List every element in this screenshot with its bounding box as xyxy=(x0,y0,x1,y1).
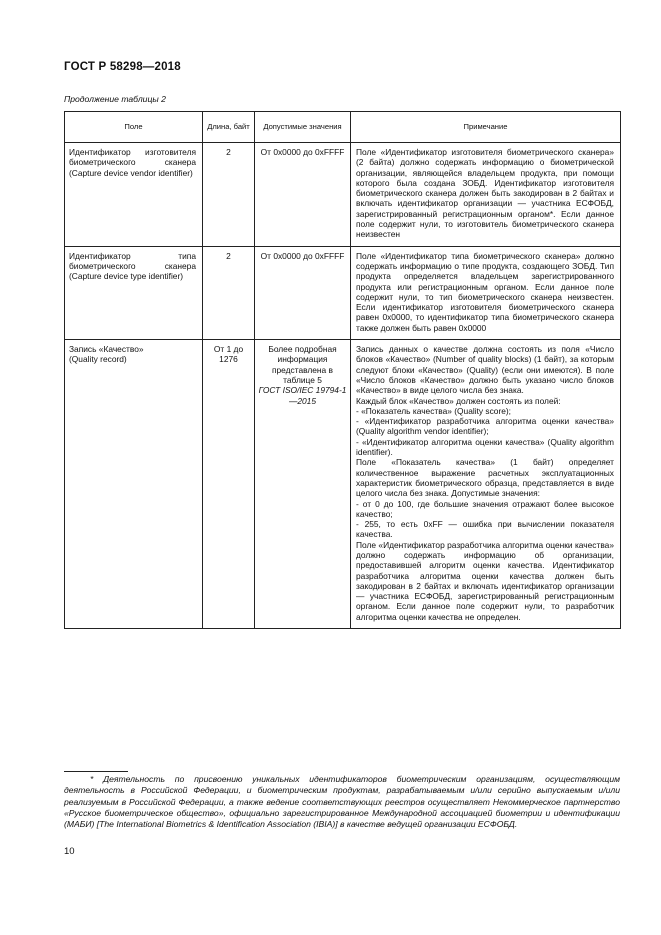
table-header-row xyxy=(65,112,621,143)
note-list-item: - «Идентификатор алгоритма оценки качества» (Quality algorithm identifier). xyxy=(356,436,614,458)
values-reference: ГОСТ ISO/IEC 19794-1—2015 xyxy=(258,385,347,406)
footnote-divider xyxy=(64,771,128,772)
note-cell xyxy=(351,340,621,629)
page-number: 10 xyxy=(64,846,75,857)
column-header-field: Поле xyxy=(65,112,203,143)
field-name-ru: Запись «Качество» xyxy=(69,344,144,355)
note-list-item: - «Показатель качества» (Quality score); xyxy=(356,405,512,416)
field-cell: Идентификатор изготовителя биометрического сканера (Capture device vendor identifier) xyxy=(65,143,203,247)
data-table xyxy=(64,111,621,629)
note-paragraph: Поле «Идентификатор разработчика алгоритма оценки качества» должно содержать информацию об организации, предоставившей алгоритм оценки качества. Идентификатор разработчика алгоритма оценки качества должен быть закодирован в 2 байтах и включать идентификатор организации — участника ЕСФОБД, зарегистрированный регистрационным органом. Если данное поле содержит нули, то разработчик алгоритма оценки качества не определен. xyxy=(356,539,614,622)
note-cell: Поле «Идентификатор изготовителя биометрического сканера» (2 байта) должно содержать информацию о биометрической организации, являющейся владельцем продукта, при помощи которого была создана ЗОБД. Идентификатор изготовителя биометрического сканера должен быть закодирован в 2 байтах и включать идентификатор организации — участника ЕСФОБД, зарегистрированный регистрационным органом*. Если данное поле содержит нули, то изготовитель биометрического сканера неизвестен xyxy=(351,143,621,247)
document-header: ГОСТ Р 58298—2018 xyxy=(64,61,181,73)
length-cell: 2 xyxy=(203,143,255,247)
column-header-values: Допустимые значения xyxy=(255,112,351,143)
values-cell: От 0x0000 до 0xFFFF xyxy=(255,246,351,339)
footnote: * Деятельность по присвоению уникальных идентификаторов биометрическим организациям, осуществляющим деятельность в Российской Федерации, и биометрическим продуктам, разрабатываемым и/или серийно выпускаемым и/или реализуемым в Российской Федерации, а также ведение соответствующих реестров осуществляет Некоммерческое партнерство «Русское биометрическое общество», официально зарегистрированное Международной ассоциацией биометрии и идентификации (МАБИ) [The International Biometrics & Identification Association (IBIA)] в качестве ведущей организации ЕСФОБД. xyxy=(64,774,620,830)
table-row xyxy=(65,340,621,629)
note-paragraph: Каждый блок «Качество» должен состоять из полей: xyxy=(356,395,561,406)
field-cell: Идентификатор типа биометрического сканера (Capture device type identifier) xyxy=(65,246,203,339)
values-text: Более подробная информация представлена в таблице 5 xyxy=(268,344,337,385)
table-row xyxy=(65,246,621,339)
length-cell: От 1 до 1276 xyxy=(203,340,255,629)
note-list-item: - «Идентификатор разработчика алгоритма оценки качества» (Quality algorithm vendor identifier); xyxy=(356,416,614,437)
note-list-item: - от 0 до 100, где большие значения отражают более высокое качество; xyxy=(356,498,614,519)
field-name-en: (Quality record) xyxy=(69,354,127,365)
note-paragraph: Запись данных о качестве должна состоять из поля «Число блоков «Качество» (Number of quality blocks) (1 байт), за которым следуют блоки «Качество» (Quality) (если они имеются). В поле «Число блоков «Качество» должно быть указано число блоков «Качество» в виде целого числа без знака. xyxy=(356,344,614,396)
note-cell: Поле «Идентификатор типа биометрического сканера» должно содержать информацию о типе продукта, создающего ЗОБД. Тип продукта определяется владельцем зарегистрированного продукта или регистрационным органом. Если данное поле содержит нули, то тип биометрического сканера неизвестен. Если идентификатор изготовителя биометрического сканера равен 0x0000, то идентификатор типа биометрического сканера также должен быть равен 0x0000 xyxy=(351,246,621,339)
field-cell xyxy=(65,340,203,629)
length-cell: 2 xyxy=(203,246,255,339)
note-paragraph: Поле «Показатель качества» (1 байт) определяет количественное выражение расчетных эксплуатационных характеристик биометрического образца, представляется в виде целого числа без знака. Допустимые значения: xyxy=(356,457,614,499)
values-cell xyxy=(255,340,351,629)
table-row xyxy=(65,143,621,247)
values-cell: От 0x0000 до 0xFFFF xyxy=(255,143,351,247)
column-header-note: Примечание xyxy=(351,112,621,143)
column-header-length: Длина, байт xyxy=(203,112,255,143)
note-list-item: - 255, то есть 0xFF — ошибка при вычислении показателя качества. xyxy=(356,519,614,540)
table-caption: Продолжение таблицы 2 xyxy=(64,94,166,104)
